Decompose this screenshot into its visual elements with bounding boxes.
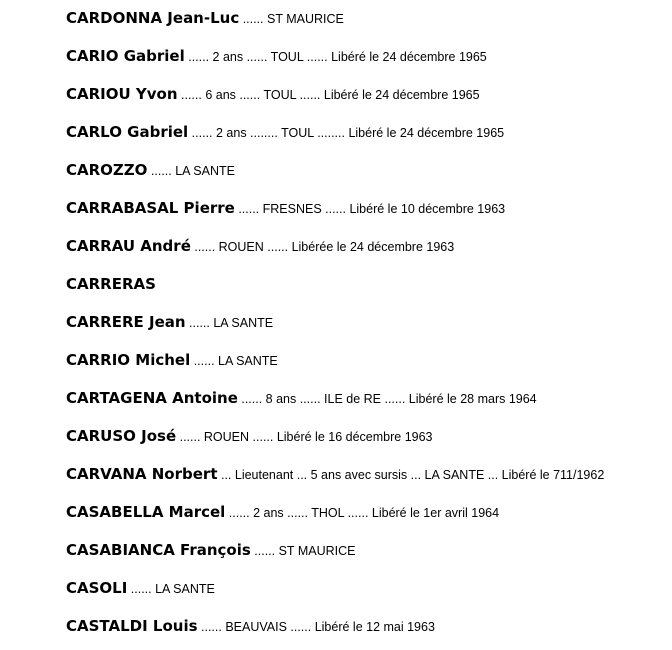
person-detail: ...... BEAUVAIS ...... Libéré le 12 mai 1963 — [197, 620, 435, 634]
list-item — [66, 273, 156, 295]
person-name: CARUSO José — [66, 427, 177, 445]
person-detail: ...... LA SANTE — [147, 164, 235, 178]
person-detail: ... Lieutenant ... 5 ans avec sursis ... LA SANTE ... Libéré le 711/1962 — [217, 468, 605, 482]
list-item — [66, 197, 505, 219]
person-detail: ...... LA SANTE — [127, 582, 215, 596]
person-name: CARRAU André — [66, 237, 191, 255]
person-name: CARDONNA Jean-Luc — [66, 9, 240, 27]
person-name: CARRABASAL Pierre — [66, 199, 235, 217]
person-detail: ...... 8 ans ...... ILE de RE ...... Libéré le 28 mars 1964 — [237, 392, 537, 406]
person-detail: ...... ST MAURICE — [239, 12, 344, 26]
person-detail: ...... LA SANTE — [185, 316, 274, 330]
list-item — [66, 83, 480, 105]
list-item — [66, 539, 355, 561]
person-detail: ...... ROUEN ...... Libérée le 24 décembre 1963 — [190, 240, 455, 254]
person-detail: ...... 6 ans ...... TOUL ...... Libéré le 24 décembre 1965 — [177, 88, 480, 102]
person-name: CARRIO Michel — [66, 351, 191, 369]
list-item — [66, 7, 344, 29]
person-name: CARLO Gabriel — [66, 123, 189, 141]
list-item — [66, 311, 273, 333]
list-item — [66, 159, 235, 181]
list-item — [66, 577, 215, 599]
person-detail: ...... ST MAURICE — [250, 544, 356, 558]
person-name: CARIOU Yvon — [66, 85, 178, 103]
person-name: CARRERAS — [66, 275, 156, 293]
person-detail: ...... 2 ans ...... TOUL ...... Libéré le 24 décembre 1965 — [184, 50, 487, 64]
person-name: CASABIANCA François — [66, 541, 251, 559]
person-detail: ...... FRESNES ...... Libéré le 10 décembre 1963 — [234, 202, 506, 216]
person-name: CAROZZO — [66, 161, 148, 179]
person-name: CASTALDI Louis — [66, 617, 198, 635]
list-item — [66, 45, 487, 67]
person-name: CARIO Gabriel — [66, 47, 185, 65]
person-detail: ...... 2 ans ...... THOL ...... Libéré le 1er avril 1964 — [225, 506, 500, 520]
list-item — [66, 501, 499, 523]
person-name: CASABELLA Marcel — [66, 503, 226, 521]
list-item — [66, 463, 604, 485]
list-item — [66, 121, 504, 143]
person-name: CARVANA Norbert — [66, 465, 218, 483]
list-item — [66, 349, 278, 371]
list-item — [66, 615, 435, 637]
person-detail: ...... 2 ans ........ TOUL ........ Libéré le 24 décembre 1965 — [188, 126, 505, 140]
list-item — [66, 425, 433, 447]
person-name: CARRERE Jean — [66, 313, 186, 331]
person-detail: ...... LA SANTE — [190, 354, 278, 368]
person-detail: ...... ROUEN ...... Libéré le 16 décembre 1963 — [176, 430, 433, 444]
person-name: CASOLI — [66, 579, 128, 597]
person-name: CARTAGENA Antoine — [66, 389, 238, 407]
list-item — [66, 387, 537, 409]
list-item — [66, 235, 454, 257]
